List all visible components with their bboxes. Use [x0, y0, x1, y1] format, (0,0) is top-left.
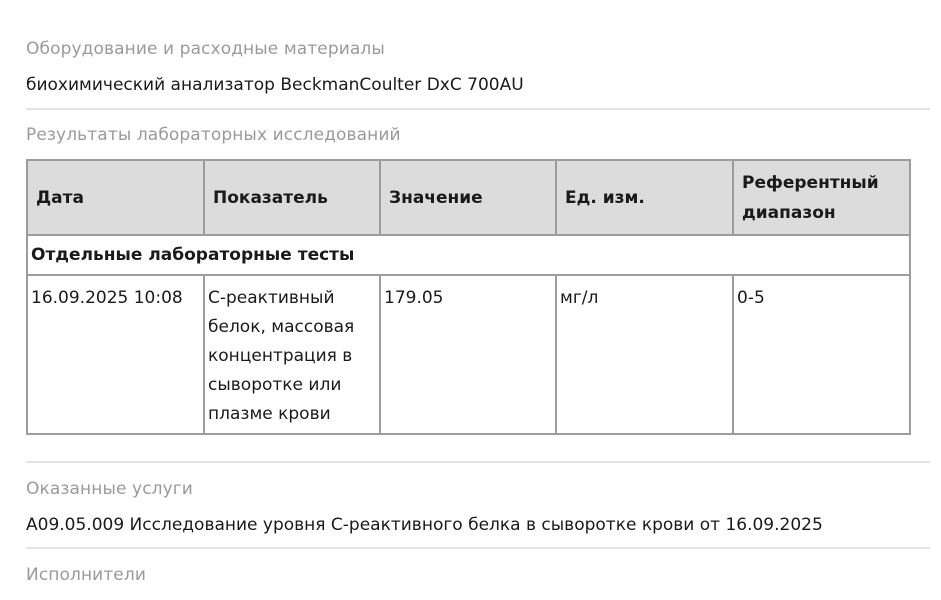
- cell-date: 16.09.2025 10:08: [27, 275, 204, 434]
- column-header-value: Значение: [380, 160, 556, 235]
- lab-results-table: [26, 159, 911, 435]
- column-header-reference: Референтный диапазон: [733, 160, 910, 235]
- column-header-indicator: Показатель: [204, 160, 380, 235]
- services-value: A09.05.009 Исследование уровня С-реактивного белка в сыворотке крови от 16.09.2025: [26, 515, 823, 535]
- cell-unit: мг/л: [556, 275, 733, 434]
- table-header-row: [27, 160, 910, 235]
- column-header-unit: Ед. изм.: [556, 160, 733, 235]
- group-title: Отдельные лабораторные тесты: [27, 235, 910, 275]
- group-row: [27, 235, 910, 275]
- cell-reference: 0-5: [733, 275, 910, 434]
- lab-results-label: Результаты лабораторных исследований: [26, 125, 401, 145]
- column-header-date: Дата: [27, 160, 204, 235]
- table-row: [27, 275, 910, 434]
- services-label: Оказанные услуги: [26, 479, 193, 499]
- performers-label: Исполнители: [26, 565, 146, 585]
- divider: [26, 461, 930, 463]
- cell-value: 179.05: [380, 275, 556, 434]
- divider: [26, 108, 930, 110]
- cell-indicator: С-реактивный белок, массовая концентрация в сыворотке или плазме крови: [204, 275, 380, 434]
- divider: [26, 547, 930, 549]
- equipment-value: биохимический анализатор BeckmanCoulter DxC 700AU: [26, 75, 524, 95]
- equipment-label: Оборудование и расходные материалы: [26, 39, 385, 59]
